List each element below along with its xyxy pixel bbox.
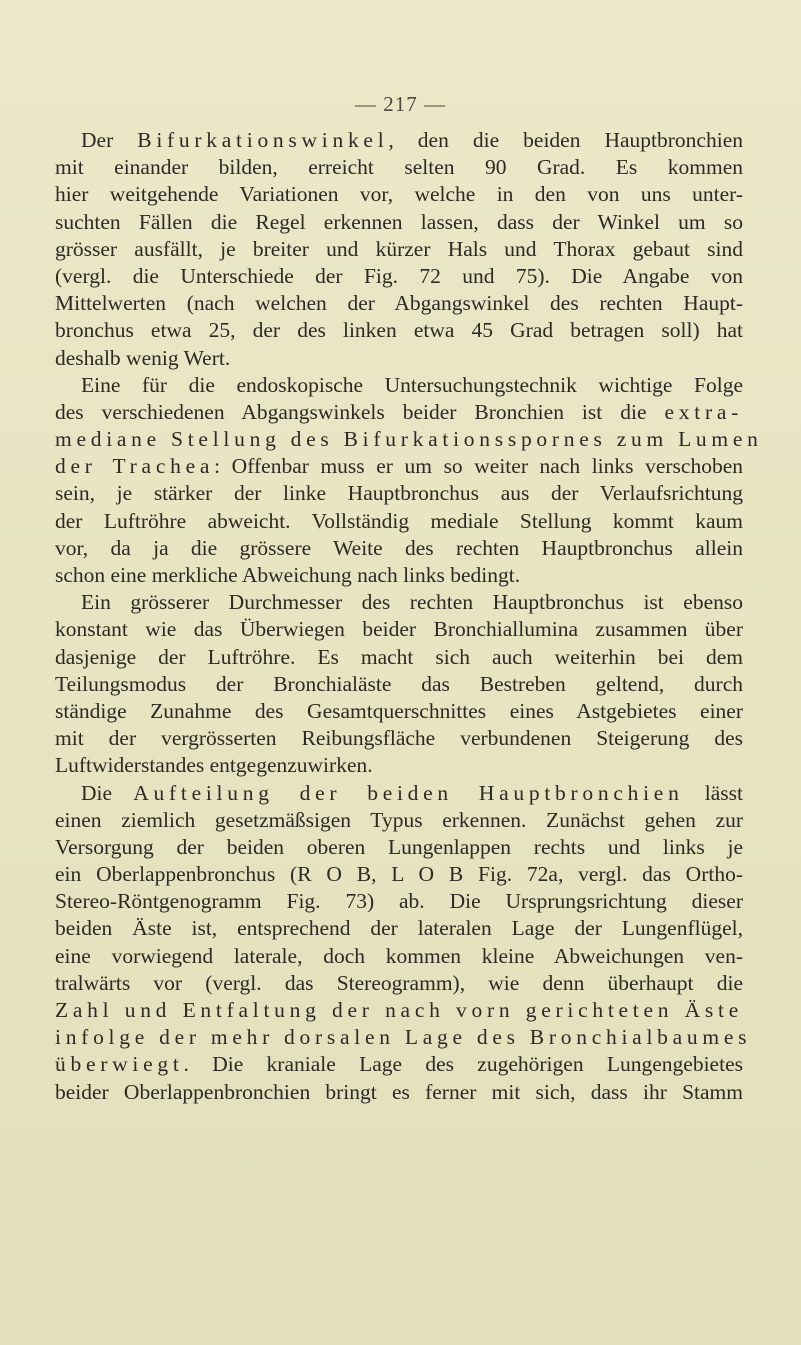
text-run: mit der vergrösserten Reibungsfläche verbundenen Steigerung des	[55, 726, 743, 751]
text-line	[55, 915, 743, 942]
text-line	[55, 426, 763, 453]
text-run: ein Oberlappenbronchus (R O B, L O B Fig. 72a, vergl. das Ortho-	[55, 862, 743, 887]
text-run: dasjenige der Luftröhre. Es macht sich auch weiterhin bei dem	[55, 644, 743, 669]
text-line	[55, 345, 743, 372]
text-run: tralwärts vor (vergl. das Stereogramm), wie denn überhaupt die	[55, 970, 743, 995]
text-line	[55, 317, 743, 344]
text-line	[55, 290, 743, 317]
text-line	[55, 970, 743, 997]
text-run: beiden Äste ist, entsprechend der lateralen Lage der Lungenflügel,	[55, 916, 743, 941]
text-line	[55, 1051, 743, 1078]
text-line	[55, 671, 743, 698]
text-line	[55, 698, 743, 725]
text-run: Mittelwerten (nach welchen der Abgangswinkel des rechten Haupt-	[55, 291, 743, 316]
text-run: konstant wie das Überwiegen beider Bronchiallumina zusammen über	[55, 617, 743, 642]
text-line	[55, 807, 743, 834]
text-line	[55, 263, 743, 290]
text-run: ständige Zunahme des Gesamtquerschnittes eines Astgebietes einer	[55, 698, 743, 723]
text-run: Versorgung der beiden oberen Lungenlappen rechts und links je	[55, 834, 743, 859]
text-line	[55, 943, 743, 970]
text-run: deshalb wenig Wert.	[55, 345, 231, 370]
text-run: Eine für die endoskopische Untersuchungstechnik wichtige Folge	[81, 372, 743, 397]
text-line	[55, 508, 743, 535]
text-run: : Offenbar muss er um so weiter nach links verschoben	[214, 454, 744, 479]
text-line	[55, 888, 743, 915]
text-run: . Die kraniale Lage des zugehörigen Lungengebietes	[183, 1052, 743, 1077]
page-number: — 217 —	[355, 92, 446, 116]
text-run: lässt	[683, 780, 743, 805]
text-run: mit einander bilden, erreicht selten 90 Grad. Es kommen	[55, 155, 743, 180]
text-run: des verschiedenen Abgangswinkels beider Bronchien ist die	[55, 399, 665, 424]
text-line	[55, 372, 743, 399]
text-line	[55, 1024, 752, 1051]
emphasized-text: infolge der mehr dorsalen Lage des Bronchialbaumes	[55, 1025, 752, 1050]
text-run: eine vorwiegend laterale, doch kommen kleine Abweichungen ven-	[55, 943, 743, 968]
text-line	[55, 834, 743, 861]
emphasized-text: extra-	[664, 399, 743, 424]
text-line	[55, 752, 743, 779]
text-run: Der	[81, 128, 138, 152]
text-line	[55, 154, 743, 181]
emphasized-text: der Trachea	[55, 454, 215, 479]
text-run: Stereo-Röntgenogramm Fig. 73) ab. Die Ursprungsrichtung dieser	[55, 889, 743, 914]
text-run: suchten Fällen die Regel erkennen lassen, dass der Winkel um so	[55, 209, 743, 234]
text-line	[55, 644, 743, 671]
text-run: Luftwiderstandes entgegenzuwirken.	[55, 753, 373, 778]
text-run: sein, je stärker der linke Hauptbronchus aus der Verlaufsrichtung	[55, 481, 743, 506]
text-line	[55, 399, 743, 426]
text-line	[55, 562, 743, 589]
text-run: beider Oberlappenbronchien bringt es ferner mit sich, dass ihr Stamm	[55, 1079, 743, 1104]
text-line	[55, 861, 743, 888]
text-line	[55, 127, 743, 154]
body-text	[55, 127, 763, 1106]
text-run: Die	[81, 780, 134, 805]
text-run: grösser ausfällt, je breiter und kürzer Hals und Thorax gebaut sind	[55, 236, 743, 261]
text-run: einen ziemlich gesetzmäßsigen Typus erkennen. Zunächst gehen zur	[55, 807, 743, 832]
emphasized-text: Aufteilung der beiden Hauptbronchien	[133, 780, 684, 805]
emphasized-text: mediane Stellung des Bifurkationsspornes zum Lumen	[55, 427, 763, 452]
text-run: (vergl. die Unterschiede der Fig. 72 und 75). Die Angabe von	[55, 263, 743, 288]
text-run: , den die beiden Hauptbronchien	[388, 128, 743, 152]
emphasized-text: überwiegt	[55, 1052, 184, 1077]
text-run: hier weitgehende Variationen vor, welche in den von uns unter-	[55, 182, 743, 207]
emphasized-text: Bifurkationswinkel	[137, 128, 389, 152]
text-run: Teilungsmodus der Bronchialäste das Bestreben geltend, durch	[55, 671, 743, 696]
text-line	[55, 453, 743, 480]
text-run: schon eine merkliche Abweichung nach links bedingt.	[55, 563, 521, 587]
text-line	[55, 997, 743, 1024]
text-run: vor, da ja die grössere Weite des rechten Hauptbronchus allein	[55, 535, 743, 560]
text-line	[55, 236, 743, 263]
text-run: der Luftröhre abweicht. Vollständig mediale Stellung kommt kaum	[55, 508, 743, 533]
text-line	[55, 209, 743, 236]
text-line	[55, 616, 743, 643]
text-line	[55, 780, 743, 807]
text-run: Ein grösserer Durchmesser des rechten Hauptbronchus ist ebenso	[81, 590, 743, 615]
text-line	[55, 589, 743, 616]
text-line	[55, 480, 743, 507]
text-line	[55, 535, 743, 562]
text-line	[55, 181, 743, 208]
emphasized-text: Zahl und Entfaltung der nach vorn gerichteten Äste	[55, 998, 743, 1022]
text-run: bronchus etwa 25, der des linken etwa 45 Grad betragen soll) hat	[55, 318, 743, 343]
text-line	[55, 725, 743, 752]
text-line	[55, 1079, 743, 1106]
